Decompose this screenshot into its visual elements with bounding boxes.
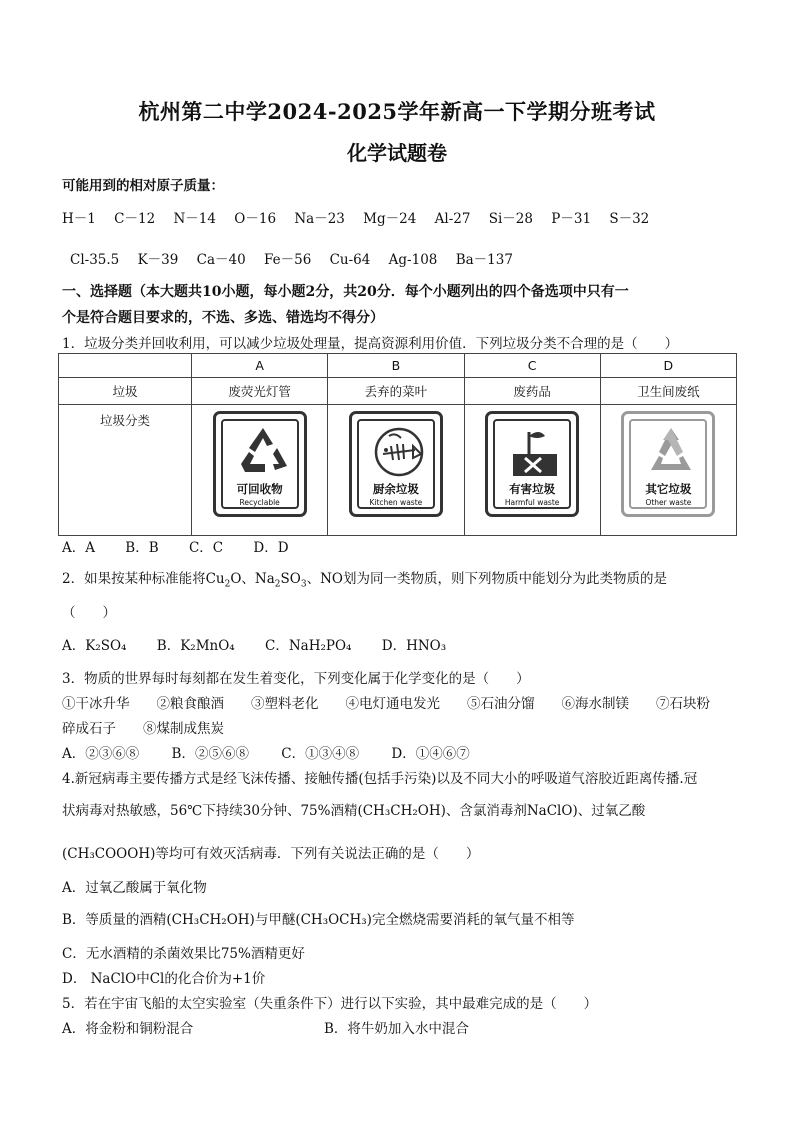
option-a: A．A — [62, 540, 95, 556]
q3-options — [62, 742, 470, 762]
table-cell: D — [600, 354, 736, 378]
mass-item: Cl-35.5 — [70, 252, 120, 268]
mass-item: Na－23 — [294, 211, 345, 227]
q4-option-d: D． NaClO中Cl的化合价为+1价 — [62, 971, 266, 987]
mass-item: O－16 — [234, 211, 277, 227]
option-c: C．NaH₂PO₄ — [265, 638, 352, 654]
option-a: A．②③⑥⑧ — [62, 746, 140, 762]
option-b: B．②⑤⑥⑧ — [171, 746, 249, 762]
section-heading-line2: 个是符合题目要求的，不选、多选、错选均不得分） — [62, 310, 384, 326]
table-cell — [328, 405, 464, 536]
q5-stem: 5．若在宇宙飞船的太空实验室（失重条件下）进行以下实验，其中最难完成的是（ ） — [62, 996, 598, 1012]
q2-stem: 2．如果按某种标准能将$Cu_2O$、$Na_2SO_3$、NO划为同一类物质，则下列物质中能划分为此类物质的是 — [62, 571, 667, 590]
bin-label-cn: 其它垃圾 — [645, 482, 692, 496]
table-row — [59, 378, 737, 405]
mass-item: H－1 — [62, 211, 96, 227]
q2-options — [62, 634, 446, 654]
table-cell: 丢弃的菜叶 — [328, 378, 464, 405]
option-d: D．D — [253, 540, 289, 556]
exam-subtitle: 化学试题卷 — [347, 141, 447, 165]
option-c: C．C — [188, 540, 224, 556]
q3-items-line2: 碎成石子 ⑧煤制成焦炭 — [62, 721, 224, 737]
q3-items-line1: ①干冰升华 ②粮食酿酒 ③塑料老化 ④电灯通电发光 ⑤石油分馏 ⑥海水制镁 ⑦石块粉 — [62, 696, 710, 712]
recyclable-bin — [213, 411, 307, 517]
q3-stem: 3．物质的世界每时每刻都在发生着变化，下列变化属于化学变化的是（ ） — [62, 671, 530, 687]
table-cell: 废荧光灯管 — [192, 378, 328, 405]
option-c: C．①③④⑧ — [281, 746, 360, 762]
table-cell — [192, 405, 328, 536]
q1-stem: 1．垃圾分类并回收利用，可以减少垃圾处理量，提高资源利用价值．下列垃圾分类不合理的是（ ） — [62, 336, 679, 352]
table-header-row — [59, 354, 737, 378]
mass-item: N－14 — [173, 211, 216, 227]
q1-options — [62, 536, 289, 556]
q4-stem-line2: 状病毒对热敏感，56℃下持续30分钟、75%酒精(CH₃CH₂OH)、含氯消毒剂NaClO)、过氧乙酸 — [62, 803, 646, 819]
bin-label-en: Recyclable — [239, 498, 280, 507]
q5-option-b: B．将牛奶加入水中混合 — [324, 1021, 469, 1037]
table-cell: 废药品 — [464, 378, 600, 405]
option-b: B．B — [125, 540, 159, 556]
bin-label-en: Harmful waste — [504, 498, 560, 507]
mass-item: Cu-64 — [329, 252, 371, 268]
option-b: B．K₂MnO₄ — [156, 638, 235, 654]
harmful-waste-bin — [485, 411, 579, 517]
table-cell: A — [192, 354, 328, 378]
bin-label-en: Other waste — [645, 498, 692, 507]
other-waste-bin — [621, 411, 715, 517]
q2-blank: （ ） — [62, 605, 116, 621]
bin-label-cn: 厨余垃圾 — [372, 482, 419, 496]
table-cell: 垃圾分类 — [59, 405, 192, 536]
exam-title: 杭州第二中学2024-2025学年新高一下学期分班考试 — [138, 99, 656, 124]
mass-item: Ag-108 — [388, 252, 438, 268]
atomic-masses-label: 可能用到的相对原子质量： — [62, 178, 224, 194]
option-d: D．①④⑥⑦ — [391, 746, 470, 762]
table-cell — [59, 354, 192, 378]
fish-bone-icon — [369, 424, 429, 480]
q5-option-a: A．将金粉和铜粉混合 — [62, 1021, 194, 1037]
q2-stem-part: 2．如果按某种标准能将Cu — [62, 571, 225, 587]
bin-label-cn: 可回收物 — [236, 482, 283, 496]
atomic-masses-row2 — [70, 248, 527, 268]
mass-item: C－12 — [114, 211, 156, 227]
q2-stem-part: 、NO划为同一类物质，则下列物质中能划分为此类物质的是 — [306, 571, 667, 587]
waste-classification-table — [58, 353, 737, 536]
q4-option-c: C．无水酒精的杀菌效果比75%酒精更好 — [62, 946, 305, 962]
table-cell: 垃圾 — [59, 378, 192, 405]
table-row — [59, 405, 737, 536]
q4-option-a: A．过氧乙酸属于氧化物 — [62, 880, 207, 896]
table-cell: B — [328, 354, 464, 378]
mass-item: Mg－24 — [363, 211, 417, 227]
q4-stem-line3: (CH₃COOOH)等均可有效灭活病毒．下列有关说法正确的是（ ） — [62, 846, 480, 862]
recycle-icon — [233, 424, 293, 480]
q4-stem-line1: 4.新冠病毒主要传播方式是经飞沫传播、接触传播(包括手污染)以及不同大小的呼吸道气溶胶近距离传播.冠 — [62, 771, 698, 787]
bin-label-cn: 有害垃圾 — [509, 482, 556, 496]
kitchen-waste-bin — [349, 411, 443, 517]
mass-item: Al-27 — [434, 211, 471, 227]
mass-item: S－32 — [609, 211, 650, 227]
table-cell: 卫生间废纸 — [600, 378, 736, 405]
q4-option-b: B．等质量的酒精(CH₃CH₂OH)与甲醚(CH₃OCH₃)完全燃烧需要消耗的氧气量不相等 — [62, 912, 575, 928]
option-a: A．K₂SO₄ — [62, 638, 127, 654]
mass-item: K－39 — [137, 252, 179, 268]
harmful-icon — [505, 424, 565, 480]
table-cell: C — [464, 354, 600, 378]
bin-label-en: Kitchen waste — [369, 498, 423, 507]
mass-item: Fe－56 — [264, 252, 312, 268]
triangle-arrows-icon — [641, 424, 701, 480]
mass-item: Ca－40 — [196, 252, 246, 268]
mass-item: P－31 — [551, 211, 592, 227]
option-d: D．HNO₃ — [381, 638, 447, 654]
atomic-masses-row1 — [62, 207, 663, 227]
table-cell — [600, 405, 736, 536]
q2-stem-part: O、Na — [230, 571, 275, 587]
mass-item: Si－28 — [488, 211, 533, 227]
q2-stem-part: SO — [280, 571, 301, 587]
mass-item: Ba－137 — [455, 252, 513, 268]
table-cell — [464, 405, 600, 536]
section-heading-line1: 一、选择题（本大题共10小题，每小题2分，共20分．每个小题列出的四个备选项中只有一 — [62, 284, 629, 300]
